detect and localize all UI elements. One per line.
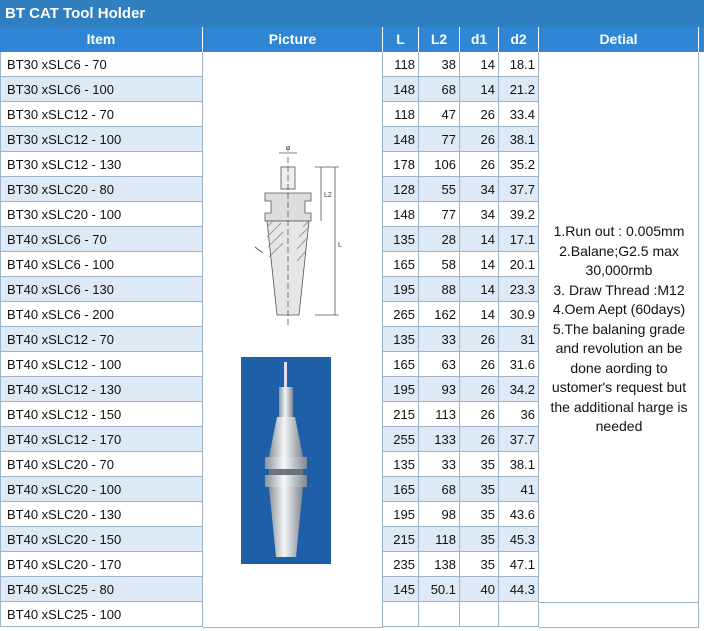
item-cell: BT40 xSLC6 - 70 bbox=[0, 227, 203, 252]
item-cell: BT40 xSLC20 - 70 bbox=[0, 452, 203, 477]
d1-cell: 26 bbox=[460, 377, 499, 402]
drawing-l2-label: L2 bbox=[324, 192, 332, 199]
d1-cell: 26 bbox=[460, 102, 499, 127]
item-cell: BT40 xSLC20 - 100 bbox=[0, 477, 203, 502]
d1-cell: 34 bbox=[460, 177, 499, 202]
d2-cell: 35.2 bbox=[499, 152, 539, 177]
technical-drawing bbox=[203, 137, 383, 337]
item-cell: BT40 xSLC25 - 100 bbox=[0, 602, 203, 627]
l-cell: 148 bbox=[383, 77, 419, 102]
item-cell: BT30 xSLC20 - 100 bbox=[0, 202, 203, 227]
header-d1: d1 bbox=[460, 27, 499, 52]
detail-line: 1.Run out : 0.005mm bbox=[553, 223, 685, 239]
item-cell: BT40 xSLC12 - 130 bbox=[0, 377, 203, 402]
drawing-l-label: L bbox=[338, 242, 342, 249]
item-cell: BT40 xSLC20 - 150 bbox=[0, 527, 203, 552]
detail-line: needed bbox=[595, 418, 643, 434]
item-cell: BT30 xSLC6 - 70 bbox=[0, 52, 203, 77]
d1-cell: 35 bbox=[460, 552, 499, 577]
detail-line: done aording to bbox=[570, 359, 668, 376]
detail-line: 4.Oem Aept (60days) bbox=[552, 301, 686, 317]
item-cell: BT30 xSLC20 - 80 bbox=[0, 177, 203, 202]
d1-cell: 26 bbox=[460, 127, 499, 152]
detail-line: and revolution an be bbox=[555, 340, 683, 356]
detail-line: ustomer's request but bbox=[551, 379, 687, 395]
l-cell: 165 bbox=[383, 252, 419, 277]
l2-cell: 113 bbox=[419, 402, 460, 427]
l2-cell: 162 bbox=[419, 302, 460, 327]
d2-cell: 20.1 bbox=[499, 252, 539, 277]
header-l: L bbox=[383, 27, 419, 52]
l2-cell: 118 bbox=[419, 527, 460, 552]
l2-cell: 28 bbox=[419, 227, 460, 252]
l2-cell: 68 bbox=[419, 77, 460, 102]
l-cell: 118 bbox=[383, 52, 419, 77]
d2-cell: 44.3 bbox=[499, 577, 539, 602]
header-d2: d2 bbox=[499, 27, 539, 52]
header-detail: Detial bbox=[539, 27, 699, 52]
l-cell: 118 bbox=[383, 102, 419, 127]
l2-cell: 93 bbox=[419, 377, 460, 402]
l2-cell: 133 bbox=[419, 427, 460, 452]
detail-line: 30,000rmb bbox=[585, 262, 653, 278]
l2-cell: 33 bbox=[419, 452, 460, 477]
l-cell: 145 bbox=[383, 577, 419, 602]
d1-cell bbox=[460, 602, 499, 627]
detail-cell bbox=[539, 52, 699, 603]
table-header bbox=[0, 27, 704, 52]
page-title: BT CAT Tool Holder bbox=[0, 0, 704, 27]
l-cell: 215 bbox=[383, 402, 419, 427]
d2-cell bbox=[499, 602, 539, 627]
d1-cell: 34 bbox=[460, 202, 499, 227]
d1-cell: 35 bbox=[460, 452, 499, 477]
d2-cell: 37.7 bbox=[499, 427, 539, 452]
tool-holder-icon bbox=[241, 357, 331, 564]
l-cell: 135 bbox=[383, 327, 419, 352]
header-l2: L2 bbox=[419, 27, 460, 52]
l-cell: 135 bbox=[383, 452, 419, 477]
l-cell: 135 bbox=[383, 227, 419, 252]
d2-cell: 17.1 bbox=[499, 227, 539, 252]
item-cell: BT40 xSLC6 - 100 bbox=[0, 252, 203, 277]
l2-cell: 138 bbox=[419, 552, 460, 577]
d2-cell: 38.1 bbox=[499, 127, 539, 152]
item-cell: BT40 xSLC20 - 170 bbox=[0, 552, 203, 577]
detail-line: the additional harge is bbox=[550, 398, 688, 415]
l2-cell: 38 bbox=[419, 52, 460, 77]
d1-cell: 40 bbox=[460, 577, 499, 602]
l-cell: 235 bbox=[383, 552, 419, 577]
l-cell: 215 bbox=[383, 527, 419, 552]
l2-cell: 33 bbox=[419, 327, 460, 352]
l-cell: 255 bbox=[383, 427, 419, 452]
l2-cell: 47 bbox=[419, 102, 460, 127]
detail-line: 2.Balane;G2.5 max bbox=[559, 242, 679, 259]
d1-cell: 35 bbox=[460, 477, 499, 502]
l-cell: 265 bbox=[383, 302, 419, 327]
l2-cell: 63 bbox=[419, 352, 460, 377]
l-cell: 195 bbox=[383, 377, 419, 402]
item-cell: BT30 xSLC12 - 70 bbox=[0, 102, 203, 127]
product-photo bbox=[241, 357, 331, 564]
d1-cell: 26 bbox=[460, 152, 499, 177]
detail-line: 5.The balaning grade bbox=[552, 320, 686, 337]
d1-cell: 14 bbox=[460, 252, 499, 277]
l-cell: 178 bbox=[383, 152, 419, 177]
d2-cell: 36 bbox=[499, 402, 539, 427]
l-cell: 148 bbox=[383, 127, 419, 152]
header-picture: Picture bbox=[203, 27, 383, 52]
header-item: Item bbox=[0, 27, 203, 52]
l-cell bbox=[383, 602, 419, 627]
item-cell: BT30 xSLC12 - 100 bbox=[0, 127, 203, 152]
d2-cell: 31.6 bbox=[499, 352, 539, 377]
l2-cell bbox=[419, 602, 460, 627]
l-cell: 195 bbox=[383, 502, 419, 527]
item-cell: BT40 xSLC6 - 130 bbox=[0, 277, 203, 302]
d1-cell: 35 bbox=[460, 502, 499, 527]
d2-cell: 47.1 bbox=[499, 552, 539, 577]
l-cell: 165 bbox=[383, 352, 419, 377]
l-cell: 128 bbox=[383, 177, 419, 202]
l2-cell: 106 bbox=[419, 152, 460, 177]
l-cell: 148 bbox=[383, 202, 419, 227]
d1-cell: 14 bbox=[460, 77, 499, 102]
l2-cell: 77 bbox=[419, 202, 460, 227]
l-cell: 195 bbox=[383, 277, 419, 302]
right-edge bbox=[699, 52, 704, 628]
d2-cell: 45.3 bbox=[499, 527, 539, 552]
item-cell: BT40 xSLC25 - 80 bbox=[0, 577, 203, 602]
item-cell: BT40 xSLC12 - 70 bbox=[0, 327, 203, 352]
d2-cell: 30.9 bbox=[499, 302, 539, 327]
d2-cell: 18.1 bbox=[499, 52, 539, 77]
d2-cell: 38.1 bbox=[499, 452, 539, 477]
d1-cell: 14 bbox=[460, 302, 499, 327]
d2-cell: 21.2 bbox=[499, 77, 539, 102]
item-cell: BT40 xSLC12 - 150 bbox=[0, 402, 203, 427]
d2-cell: 37.7 bbox=[499, 177, 539, 202]
item-cell: BT40 xSLC12 - 170 bbox=[0, 427, 203, 452]
l2-cell: 55 bbox=[419, 177, 460, 202]
l-cell: 165 bbox=[383, 477, 419, 502]
d1-cell: 35 bbox=[460, 527, 499, 552]
item-cell: BT40 xSLC6 - 200 bbox=[0, 302, 203, 327]
l2-cell: 77 bbox=[419, 127, 460, 152]
d2-cell: 23.3 bbox=[499, 277, 539, 302]
d2-cell: 41 bbox=[499, 477, 539, 502]
d1-cell: 14 bbox=[460, 227, 499, 252]
l2-cell: 68 bbox=[419, 477, 460, 502]
d2-cell: 34.2 bbox=[499, 377, 539, 402]
d2-cell: 31 bbox=[499, 327, 539, 352]
item-cell: BT40 xSLC20 - 130 bbox=[0, 502, 203, 527]
l2-cell: 50.1 bbox=[419, 577, 460, 602]
detail-notes bbox=[539, 222, 699, 437]
d2-cell: 33.4 bbox=[499, 102, 539, 127]
picture-cell bbox=[203, 52, 383, 628]
detail-blank-cell bbox=[539, 603, 699, 628]
item-cell: BT30 xSLC12 - 130 bbox=[0, 152, 203, 177]
drawing-phi-label: φ bbox=[285, 145, 291, 152]
l2-cell: 98 bbox=[419, 502, 460, 527]
d1-cell: 14 bbox=[460, 52, 499, 77]
d1-cell: 26 bbox=[460, 402, 499, 427]
d1-cell: 14 bbox=[460, 277, 499, 302]
item-cell: BT30 xSLC6 - 100 bbox=[0, 77, 203, 102]
d2-cell: 43.6 bbox=[499, 502, 539, 527]
l2-cell: 58 bbox=[419, 252, 460, 277]
d1-cell: 26 bbox=[460, 427, 499, 452]
detail-line: 3. Draw Thread :M12 bbox=[553, 281, 685, 298]
d2-cell: 39.2 bbox=[499, 202, 539, 227]
d1-cell: 26 bbox=[460, 352, 499, 377]
d1-cell: 26 bbox=[460, 327, 499, 352]
item-cell: BT40 xSLC12 - 100 bbox=[0, 352, 203, 377]
l2-cell: 88 bbox=[419, 277, 460, 302]
